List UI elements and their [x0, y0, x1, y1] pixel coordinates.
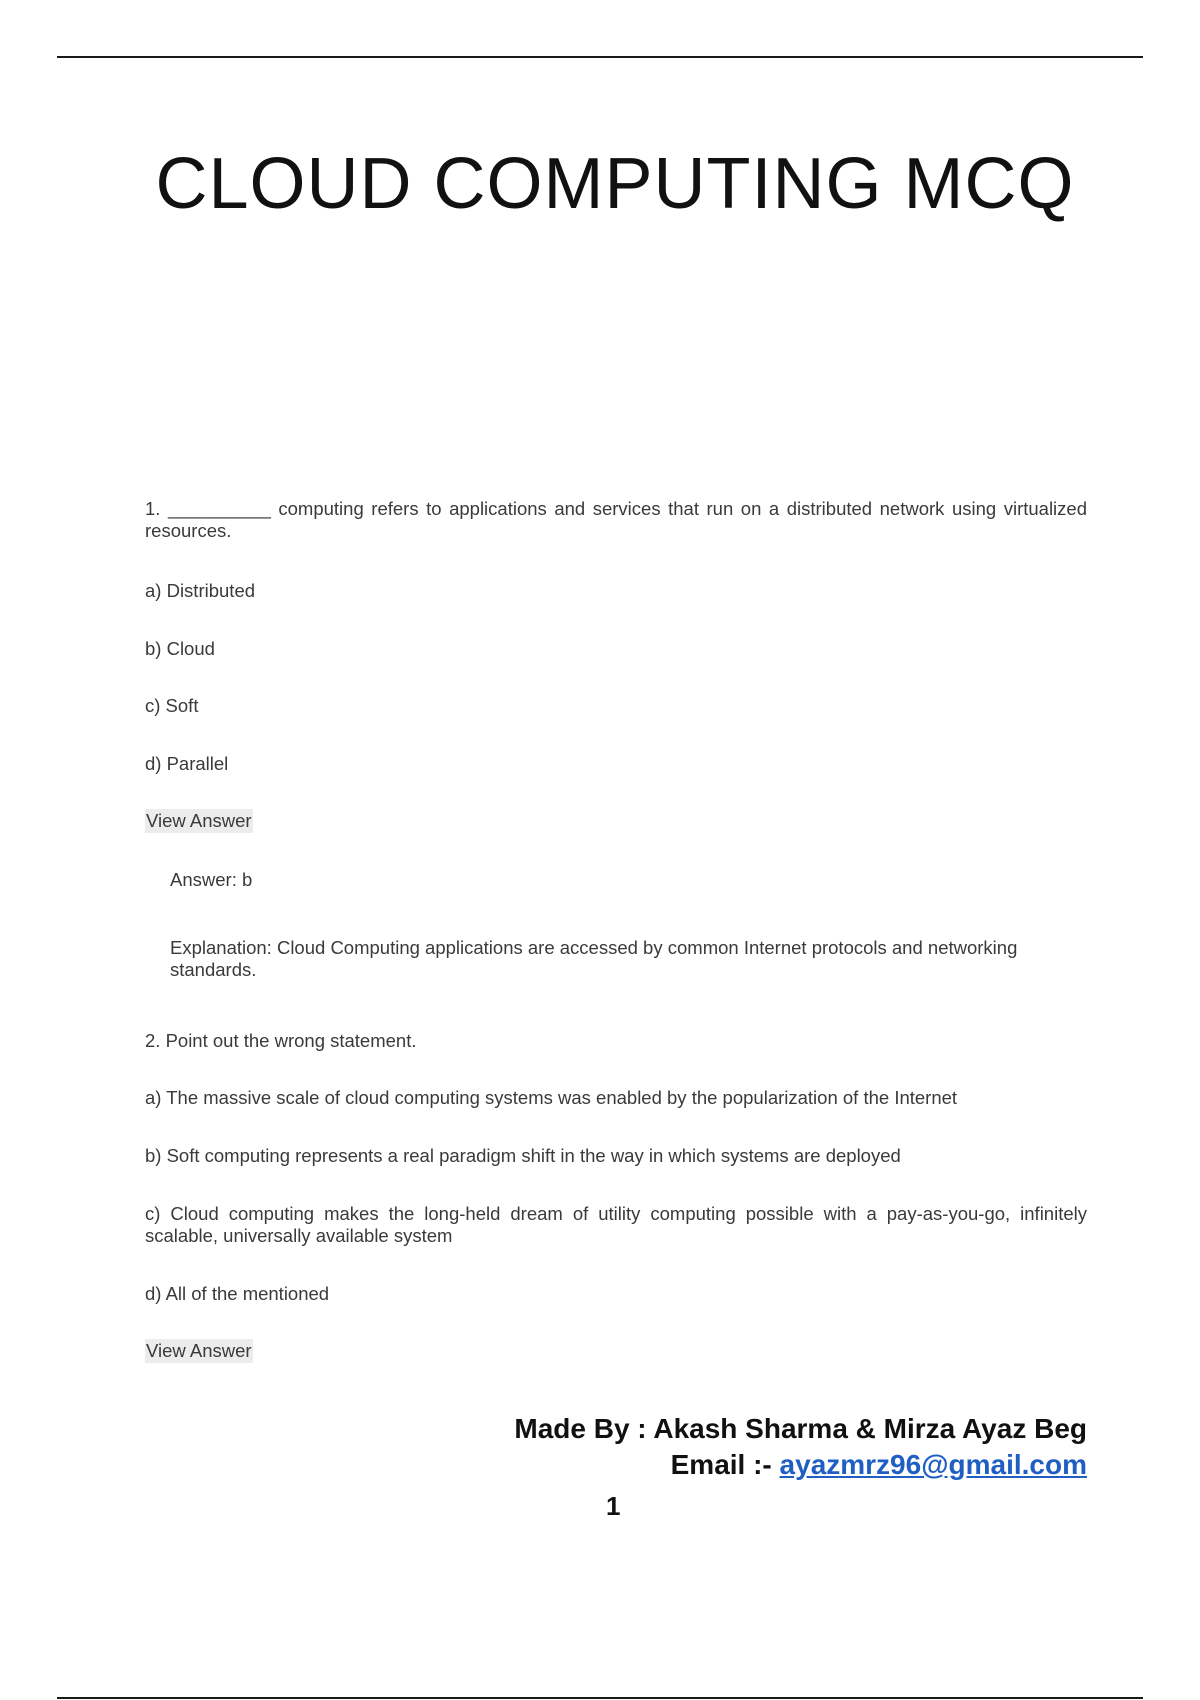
question-1-option-c: c) Soft	[145, 695, 199, 716]
question-1-answer: Answer: b	[170, 869, 253, 890]
top-rule	[57, 56, 1143, 58]
email-link[interactable]: ayazmrz96@gmail.com	[779, 1449, 1087, 1480]
question-1-option-a: a) Distributed	[145, 580, 256, 601]
question-2-option-c: c) Cloud computing makes the long-held dream of utility computing possible with a pay-as-you-go, infinitely scalable, universally available system	[145, 1203, 1087, 1246]
bottom-rule	[57, 1697, 1143, 1699]
page-number: 1	[606, 1491, 621, 1521]
question-1-view-answer-button[interactable]: View Answer	[146, 810, 252, 831]
question-2-text: 2. Point out the wrong statement.	[145, 1030, 417, 1051]
question-2-option-d: d) All of the mentioned	[145, 1283, 330, 1304]
document-title: CLOUD COMPUTING MCQ	[155, 144, 1075, 224]
question-2-option-a: a) The massive scale of cloud computing systems was enabled by the popularization of the Internet	[145, 1087, 958, 1108]
made-by-line: Made By : Akash Sharma & Mirza Ayaz Beg	[514, 1413, 1087, 1444]
question-1-explanation: Explanation: Cloud Computing applications are accessed by common Internet protocols and networking standards.	[170, 937, 1018, 980]
author-credits	[514, 1411, 1087, 1483]
email-line	[514, 1447, 1087, 1483]
question-1-text: 1. __________ computing refers to applications and services that run on a distributed network using virtualized resources.	[145, 498, 1087, 541]
question-2-option-b: b) Soft computing represents a real paradigm shift in the way in which systems are deployed	[145, 1145, 901, 1166]
question-2-view-answer-button[interactable]: View Answer	[146, 1340, 252, 1361]
email-label: Email :-	[670, 1449, 772, 1480]
question-1-option-b: b) Cloud	[145, 638, 215, 659]
question-1-option-d: d) Parallel	[145, 753, 229, 774]
